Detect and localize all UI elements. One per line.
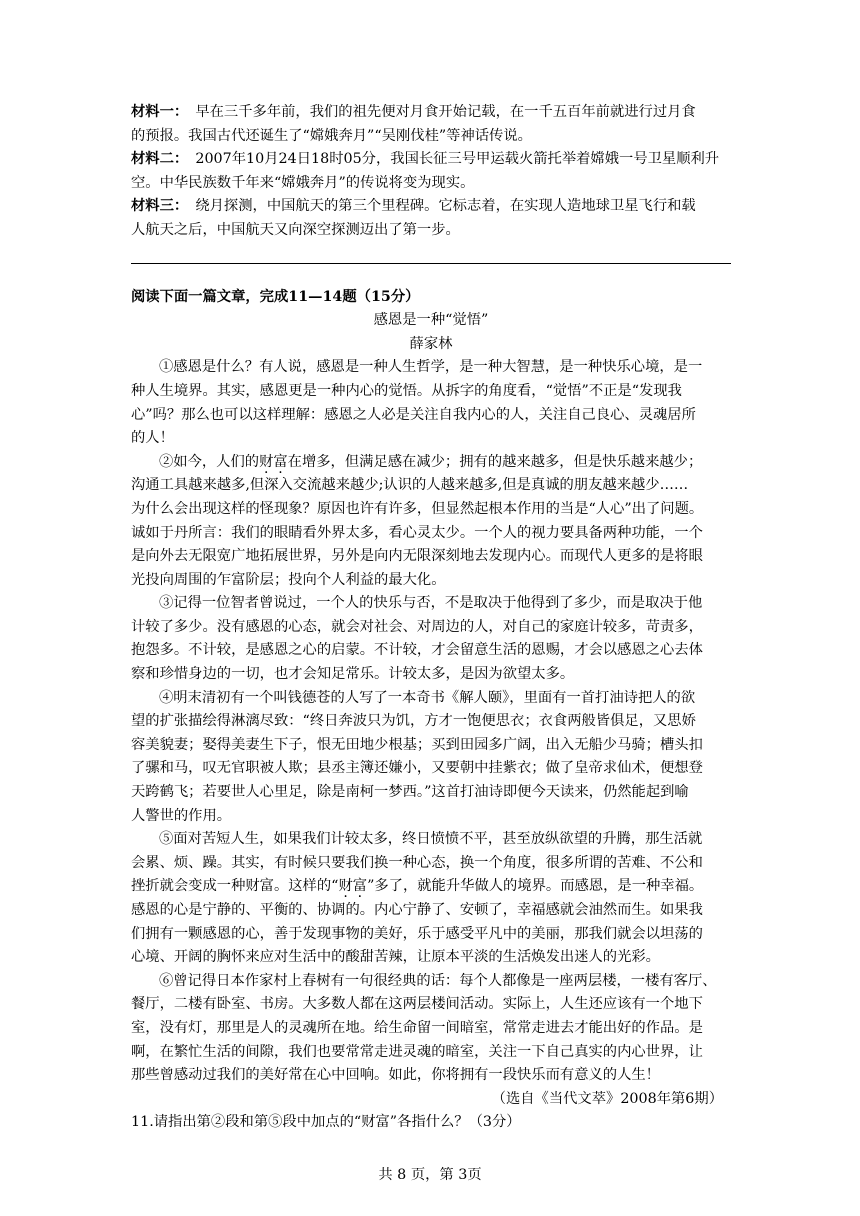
paragraph-6-line: 室，没有灯，那里是人的灵魂所在地。给生命留一间暗室，常常走进去才能出好的作品。是 <box>131 1019 703 1036</box>
paragraph-4-line: 容美貌妻；娶得美妻生下子，恨无田地少根基；买到田园多广阔，出入无船少马骑；槽头扣 <box>131 736 703 753</box>
section-divider <box>131 263 731 264</box>
article-author: 薛家林 <box>409 335 453 352</box>
paragraph-3-line: 察和珍惜身边的一切，也才会知足常乐。计较太多，是因为欲望太多。 <box>131 666 575 683</box>
paragraph-5-line: 会累、烦、躁。其实，有时候只要我们换一种心态，换一个角度，很多所谓的苦难、不公和 <box>131 854 703 871</box>
paragraph-5-line: 感恩的心是宁静的、平衡的、协调的。内心宁静了、安顿了，幸福感就会油然而生。如果我 <box>131 902 703 918</box>
dotted-char: 财 <box>338 878 353 895</box>
paragraph-4-line: 了骡和马，叹无官职被人欺；县丞主簿还嫌小，又要朝中挂紫衣；做了皇帝求仙术，便想登 <box>131 760 703 777</box>
reading-instruction: 阅读下面一篇文章，完成11—14题（15分） <box>131 288 420 305</box>
paragraph-3-line-1: ③记得一位智者曾说过，一个人的快乐与否，不是取决于他得到了多少，而是取决于他 <box>159 595 703 612</box>
material-1-label: 材料一： <box>131 104 182 120</box>
material-3-line-1: 材料三： 绕月探测，中国航天的第三个里程碑。它标志着，在实现人造地球卫星飞行和载 <box>131 198 696 215</box>
paragraph-2-line: 光投向周围的乍富阶层；投向个人利益的最大化。 <box>131 571 446 588</box>
question-11: 11.请指出第②段和第⑤段中加点的“财富”各指什么？（3分） <box>131 1114 521 1131</box>
material-1-line-2: 的预报。我国古代还诞生了“嫦娥奔月”“吴刚伐桂”等神话传说。 <box>131 127 532 144</box>
paragraph-4-line: 人警世的作用。 <box>131 807 232 824</box>
dotted-char: 富 <box>273 453 288 470</box>
material-1-line-1: 材料一： 早在三千多年前，我们的祖先便对月食开始记载，在一千五百年前就进行过月食 <box>131 104 696 120</box>
paragraph-1-line: 心”吗？那么也可以这样理解：感恩之人必是关注自我内心的人，关注自己良心、灵魂居所 <box>131 406 696 423</box>
paragraph-2-line: 诚如于丹所言：我们的眼睛看外界太多，看心灵太少。一个人的视力要具备两种功能，一个 <box>131 524 703 541</box>
paragraph-2-line: 沟通工具越来越多,但深入交流越来越少;认识的人越来越多,但是真诚的朋友越来越少…… <box>131 477 689 494</box>
material-2-label: 材料二： <box>131 151 182 168</box>
material-3-label: 材料三： <box>131 198 182 215</box>
paragraph-2-line: 为什么会出现这样的怪现象？原因也许有许多，但显然起根本作用的当是“人心”出了问题。 <box>131 500 704 517</box>
material-2-line-1: 材料二： 2007年10月24日18时05分，我国长征三号甲运载火箭托举着嫦娥一号卫星顺利升 <box>131 151 720 168</box>
page-footer: 共 8 页，第 3页 <box>378 1167 482 1183</box>
article-source: （选自《当代文萃》2008年第6期） <box>491 1090 723 1107</box>
paragraph-6-line: 餐厅，二楼有卧室、书房。大多数人都在这两层楼间活动。实际上，人生还应该有一个地下 <box>131 996 703 1013</box>
paragraph-4-line: 天跨鹤飞；若要世人心里足，除是南柯一梦西。”这首打油诗即便今天读来，仍然能起到喻 <box>131 784 689 801</box>
paragraph-6-line-1: ⑥曾记得日本作家村上春树有一句很经典的话：每个人都像是一座两层楼，一楼有客厅、 <box>159 972 717 989</box>
dotted-char: 财 <box>259 453 274 470</box>
paragraph-4-line-1: ④明末清初有一个叫钱德苍的人写了一本奇书《解人颐》，里面有一首打油诗把人的欲 <box>159 689 696 706</box>
dotted-char: 富 <box>352 878 368 895</box>
paragraph-6-line: 那些曾感动过我们的美好常在心中回响。如此，你将拥有一段快乐而有意义的人生！ <box>131 1067 660 1084</box>
paragraph-6-line: 啊，在繁忙生活的间隙，我们也要常常走进灵魂的暗室，关注一下自己真实的内心世界，让 <box>131 1043 703 1060</box>
paragraph-3-line: 抱怨多。不计较，是感恩之心的启蒙。不计较，才会留意生活的恩赐，才会以感恩之心去体 <box>131 642 703 659</box>
paragraph-2-line-1: ②如今，人们的财富在增多，但满足感在减少；拥有的越来越多，但是快乐越来越少； <box>159 453 703 470</box>
material-3-line-2: 人航天之后，中国航天又向深空探测迈出了第一步。 <box>131 221 460 238</box>
paragraph-5-line-1: ⑤面对苦短人生，如果我们计较太多，终日愤愤不平，甚至放纵欲望的升腾，那生活就 <box>159 831 703 848</box>
paragraph-2-line: 是向外去无限宽广地拓展世界，另外是向内无限深刻地去发现内心。而现代人更多的是将眼 <box>131 548 703 565</box>
paragraph-4-line: 望的扩张描绘得淋漓尽致：“终日奔波只为饥，方才一饱便思衣；衣食两般皆俱足，又思娇 <box>131 713 696 730</box>
paragraph-1-line-1: ①感恩是什么？有人说，感恩是一种人生哲学，是一种大智慧，是一种快乐心境，是一 <box>159 359 703 376</box>
paragraph-5-line: 挫折就会变成一种财富。这样的“财富”多了，就能升华做人的境界。而感恩，是一种幸福。 <box>131 878 704 895</box>
paragraph-5-line: 们拥有一颗感恩的心，善于发现事物的美好，乐于感受平凡中的美丽，那我们就会以坦荡的 <box>131 925 703 942</box>
paragraph-5-line: 心境、开阔的胸怀来应对生活中的酸甜苦辣，让原本平淡的生活焕发出迷人的光彩。 <box>131 949 660 966</box>
paragraph-3-line: 计较了多少。没有感恩的心态，就会对社会、对周边的人，对自己的家庭计较多，苛责多， <box>131 618 703 635</box>
article-title: 感恩是一种“觉悟” <box>373 312 489 329</box>
page-content <box>131 101 731 1135</box>
paragraph-1-line: 的人！ <box>131 430 174 447</box>
material-2-line-2: 空。中华民族数千年来“嫦娥奔月”的传说将变为现实。 <box>131 174 475 191</box>
paragraph-1-line: 种人生境界。其实，感恩更是一种内心的觉悟。从拆字的角度看，“觉悟”不正是“发现我 <box>131 382 682 399</box>
